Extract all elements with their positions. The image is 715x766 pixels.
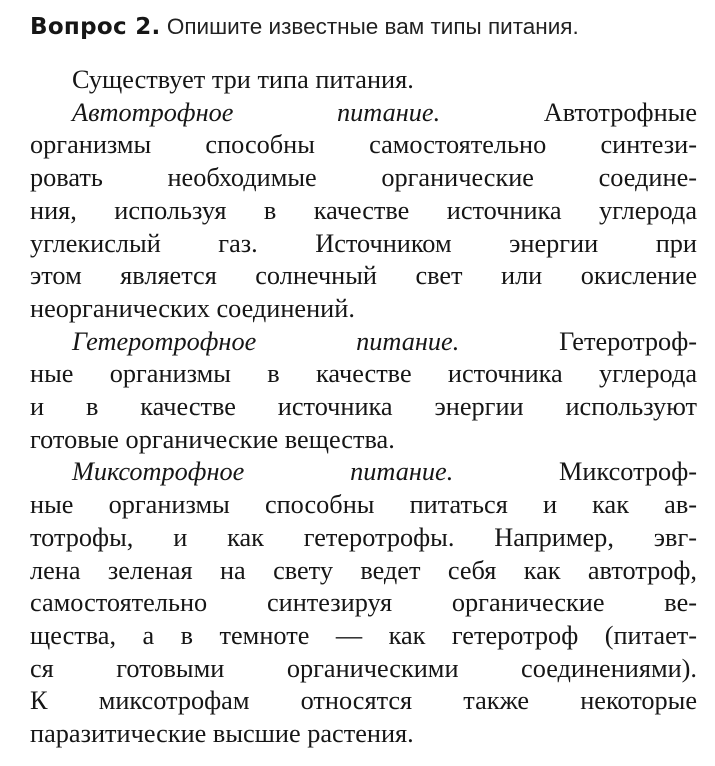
term-heterotroph: Гетеротрофное питание.: [72, 326, 460, 356]
autotroph-line-1-rest: Автотрофные: [440, 97, 697, 127]
intro-line: Существует три типа питания.: [72, 65, 414, 94]
mixotroph-line-1: [30, 456, 697, 489]
autotroph-line-3: ровать необходимые органические соедине-: [30, 163, 697, 193]
autotroph-line-7: неорганических соединений.: [30, 293, 355, 323]
term-autotroph: Автотрофное питание.: [72, 97, 441, 127]
paragraph-intro: [30, 64, 697, 97]
paragraph-autotroph: [30, 97, 697, 326]
autotroph-line-5: углекислый газ. Источником энергии при: [30, 228, 697, 258]
question-heading: [30, 12, 697, 42]
mixotroph-line-9: паразитические высшие растения.: [30, 719, 414, 749]
question-text: Опишите известные вам типы питания.: [160, 14, 579, 39]
autotroph-line-4: ния, используя в качестве источника углерода: [30, 195, 697, 225]
answer-body: [30, 64, 697, 751]
heterotroph-line-2: ные организмы в качестве источника углерода: [30, 359, 697, 389]
paragraph-mixotroph: [30, 456, 697, 750]
mixotroph-line-1-rest: Миксотроф-: [453, 457, 697, 487]
term-mixotroph: Миксотрофное питание.: [72, 457, 454, 487]
paragraph-heterotroph: [30, 326, 697, 457]
mixotroph-line-7: ся готовыми органическими соединениями).: [30, 653, 697, 683]
autotroph-line-2: организмы способны самостоятельно синтези-: [30, 130, 697, 160]
heterotroph-line-1: [30, 326, 697, 359]
autotroph-line-1: [30, 97, 697, 130]
mixotroph-line-5: самостоятельно синтезируя органические ве-: [30, 588, 697, 618]
heterotroph-line-4: готовые органические вещества.: [30, 424, 395, 454]
mixotroph-line-6: щества, а в темноте — как гетеротроф (питает-: [30, 620, 697, 650]
heterotroph-line-1-rest: Гетеротроф-: [459, 326, 697, 356]
mixotroph-line-4: лена зеленая на свету ведет себя как автотроф,: [30, 555, 697, 585]
question-label: Вопрос 2.: [30, 14, 161, 40]
heterotroph-line-3: и в качестве источника энергии используют: [30, 392, 697, 422]
mixotroph-line-2: ные организмы способны питаться и как ав-: [30, 490, 697, 520]
mixotroph-line-8: К миксотрофам относятся также некоторые: [30, 686, 697, 716]
autotroph-line-6: этом является солнечный свет или окисление: [30, 261, 697, 291]
mixotroph-line-3: тотрофы, и как гетеротрофы. Например, эвг-: [30, 522, 697, 552]
